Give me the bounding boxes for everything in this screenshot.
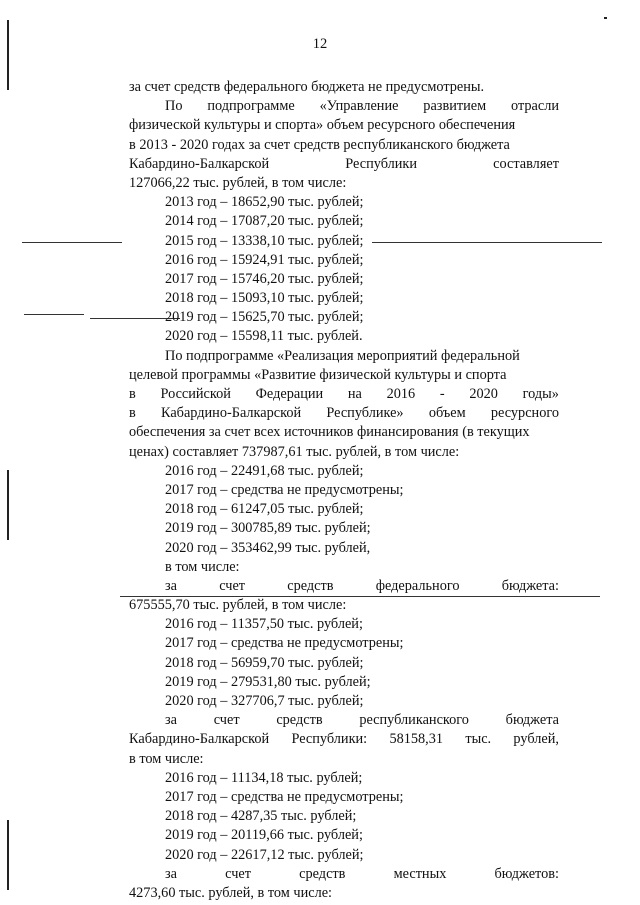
text-line: в том числе: [165,558,240,575]
text-line [129,155,559,174]
text-word: Российской [160,386,231,402]
text-word: рублей, [513,731,559,748]
text-line [129,865,559,884]
scan-mark-left-middle [7,470,9,540]
text-word: счет [219,577,246,594]
text-line [129,404,559,423]
text-line: 2015 год – 13338,10 тыс. рублей; [165,232,364,249]
text-word: Кабардино-Балкарской [160,405,302,422]
text-word: Кабардино-Балкарской [129,155,270,172]
text-word: 58158,31 [389,731,444,748]
text-word: годы» [522,386,559,402]
text-word: республиканского [359,712,469,729]
text-line: 2016 год – 22491,68 тыс. рублей; [165,462,364,479]
text-word: счет [213,712,240,729]
text-line: 675555,70 тыс. рублей, в том числе: [129,597,347,614]
text-line: 2020 год – 353462,99 тыс. рублей, [165,539,371,556]
text-line: 2019 год – 279531,80 тыс. рублей; [165,673,371,690]
text-word: средств [276,712,323,729]
text-word: за [165,712,177,729]
text-word: местных [393,865,447,882]
text-word: тыс. [465,731,492,748]
text-line: 2020 год – 15598,11 тыс. рублей. [165,328,363,345]
page-number: 12 [312,36,328,52]
text-word: бюджета [505,712,559,729]
text-word: отрасли [510,98,559,115]
text-word: бюджетов: [494,865,559,882]
text-line: 2017 год – средства не предусмотрены; [165,481,404,498]
text-word: за [165,577,177,594]
text-line: 2019 год – 15625,70 тыс. рублей; [165,309,364,326]
text-line: 2017 год – средства не предусмотрены; [165,635,404,652]
text-word: составляет [493,155,559,172]
text-line: По подпрограмме «Реализация мероприятий федеральной [165,347,520,364]
text-word: По [165,98,183,115]
text-word: «Управление [319,98,399,115]
text-word: Республике» [326,405,404,422]
text-word: 2020 [469,386,498,402]
text-word: в [129,386,136,402]
text-word: счет [225,865,251,882]
text-word: в [129,405,136,422]
text-word: Федерации [255,386,324,402]
text-line: 127066,22 тыс. рублей, в том числе: [129,174,347,191]
text-line: 2013 год – 18652,90 тыс. рублей; [165,194,364,211]
text-line [129,385,559,404]
text-word: объем [428,405,466,422]
text-word: на [347,386,362,402]
text-line: 2016 год – 11134,18 тыс. рублей; [165,769,363,786]
text-line: ценах) составляет 737987,61 тыс. рублей, в том числе: [129,443,460,460]
text-line: 2017 год – 15746,20 тыс. рублей; [165,270,364,287]
text-line: физической культуры и спорта» объем ресурсного обеспечения [129,117,516,134]
text-line [129,730,559,749]
scan-rule-3 [24,314,84,315]
text-word: развитием [423,98,487,115]
text-word: бюджета: [501,577,559,594]
text-word: Республики: [291,731,368,748]
text-word: Кабардино-Балкарской [129,731,270,748]
body-text [129,78,559,903]
text-line: в том числе: [129,750,204,767]
scan-mark-left-bottom [7,820,9,890]
text-line: в 2013 - 2020 годах за счет средств республиканского бюджета [129,136,510,153]
text-line: 2018 год – 4287,35 тыс. рублей; [165,808,357,825]
text-line: 2016 год – 11357,50 тыс. рублей; [165,616,363,633]
text-word: 2016 [386,386,416,402]
text-line: 2019 год – 300785,89 тыс. рублей; [165,520,371,537]
text-line: 4273,60 тыс. рублей, в том числе: [129,884,333,901]
text-line: 2020 год – 327706,7 тыс. рублей; [165,693,364,709]
text-word: средств [299,865,346,882]
text-word: - [439,386,445,402]
text-line: обеспечения за счет всех источников финансирования (в текущих [129,424,530,441]
text-line: 2020 год – 22617,12 тыс. рублей; [165,846,364,863]
text-line [129,711,559,730]
text-word: подпрограмме [207,98,295,115]
scan-rule-1 [22,242,122,243]
text-line: 2018 год – 61247,05 тыс. рублей; [165,501,364,518]
text-line: целевой программы «Развитие физической культуры и спорта [129,366,507,383]
text-word: Республики [345,155,418,172]
text-line: 2018 год – 56959,70 тыс. рублей; [165,654,364,671]
text-line: 2016 год – 15924,91 тыс. рублей; [165,251,364,268]
text-line: 2018 год – 15093,10 тыс. рублей; [165,290,364,307]
text-line: 2019 год – 20119,66 тыс. рублей; [165,827,363,844]
text-line [129,577,559,596]
text-word: ресурсного [490,405,559,422]
text-word: за [165,865,177,882]
text-line: 2014 год – 17087,20 тыс. рублей; [165,213,364,230]
text-line [129,97,559,116]
text-word: федерального [375,577,460,594]
text-word: средств [287,577,334,594]
text-line: за счет средств федерального бюджета не предусмотрены. [129,79,485,95]
scan-mark-left-top [7,20,9,90]
text-line: 2017 год – средства не предусмотрены; [165,788,404,805]
scan-dot-top-right [604,17,607,19]
